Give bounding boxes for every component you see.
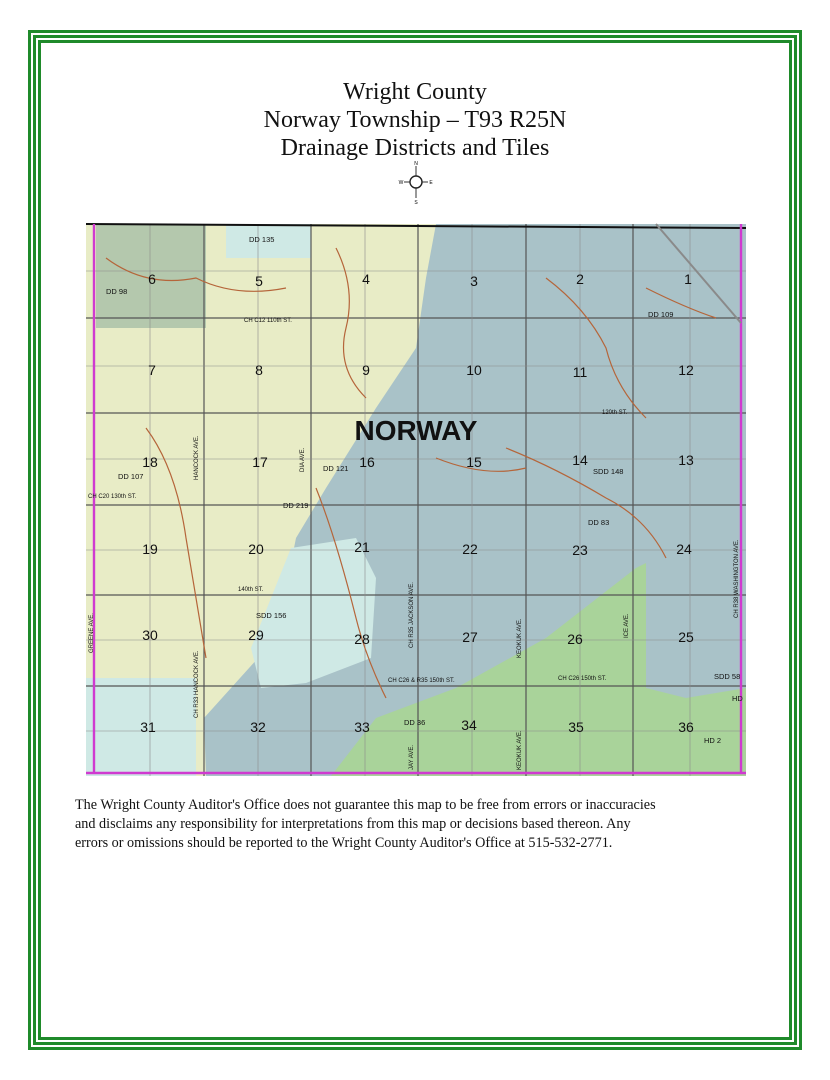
road-label: CH R38 WASHINGTON AVE.: [734, 539, 740, 618]
section-number: 18: [142, 454, 158, 470]
section-number: 32: [250, 719, 266, 735]
section-number: 6: [148, 271, 156, 287]
section-number: 36: [678, 719, 694, 735]
section-number: 33: [354, 719, 370, 735]
compass-e: E: [429, 180, 433, 186]
compass-w: W: [398, 180, 404, 186]
section-number: 34: [461, 717, 477, 733]
road-label: CH R33 HANCOCK AVE.: [194, 650, 200, 718]
section-number: 22: [462, 541, 478, 557]
section-number: 20: [248, 541, 264, 557]
section-number: 10: [466, 362, 482, 378]
section-number: 8: [255, 362, 263, 378]
section-number: 29: [248, 627, 264, 643]
district-label: DD 98: [106, 287, 128, 296]
district-label: DD 219: [283, 501, 309, 510]
section-number: 27: [462, 629, 478, 645]
section-number: 9: [362, 362, 370, 378]
road-label: KEOKUK AVE.: [517, 730, 523, 770]
section-number: 4: [362, 271, 370, 287]
section-number: 25: [678, 629, 694, 645]
north-arrow-icon: [398, 160, 434, 204]
section-number: 26: [567, 631, 583, 647]
section-number: 28: [354, 631, 370, 647]
title-line-county: Wright County: [343, 79, 487, 105]
district-label: DD 121: [323, 464, 349, 473]
title-line-subject: Drainage Districts and Tiles: [280, 135, 550, 161]
compass-n: N: [414, 161, 418, 167]
road-label: KEOKUK AVE.: [517, 618, 523, 658]
district-label: SDD 148: [593, 467, 624, 476]
section-number: 12: [678, 362, 694, 378]
district-label: HD 2: [704, 736, 722, 745]
road-label: CH C26 & R35 150th ST.: [388, 678, 455, 684]
title-line-township: Norway Township – T93 R25N: [263, 107, 567, 133]
district-label: DD 83: [588, 518, 610, 527]
district-label: SDD 58: [714, 672, 741, 681]
road-label: 140th ST.: [238, 587, 264, 593]
disclaimer-text: [75, 796, 765, 853]
disclaimer-line: and disclaims any responsibility for interpretations from this map or decisions based thereon. Any: [75, 816, 631, 832]
road-label: ICE AVE.: [624, 613, 630, 638]
section-number: 16: [359, 454, 375, 470]
road-label: CH R35 JACKSON AVE.: [409, 582, 415, 648]
section-number: 35: [568, 719, 584, 735]
district-label: DD 36: [404, 718, 426, 727]
section-number: 31: [140, 719, 156, 735]
section-number: 21: [354, 539, 370, 555]
section-number: 24: [676, 541, 692, 557]
road-label: DIA AVE.: [300, 447, 306, 472]
section-number: 7: [148, 362, 156, 378]
road-label: JAY AVE.: [409, 744, 415, 770]
disclaimer-line: The Wright County Auditor's Office does not guarantee this map to be free from errors or inaccuracies: [75, 797, 656, 813]
section-number: 5: [255, 273, 263, 289]
compass-s: S: [414, 200, 418, 204]
section-number: 30: [142, 627, 158, 643]
district-label: HD: [732, 694, 743, 703]
road-label: CH C20 130th ST.: [88, 494, 137, 500]
section-number: 15: [466, 454, 482, 470]
section-number: 1: [684, 271, 692, 287]
district-label: DD 107: [118, 472, 144, 481]
section-number: 11: [572, 364, 588, 380]
road-label: 120th ST.: [602, 410, 628, 416]
section-number: 23: [572, 542, 588, 558]
road-label: CH C12 110th ST.: [244, 318, 292, 324]
district-label: DD 135: [249, 235, 275, 244]
road-label: HANCOCK AVE.: [194, 435, 200, 480]
road-label: GREENE AVE.: [89, 613, 95, 653]
township-name-label: NORWAY: [354, 415, 478, 446]
district-label: DD 109: [648, 310, 674, 319]
road-label: CH C26 150th ST.: [558, 676, 607, 682]
map-title: [0, 78, 830, 162]
district-label: SDD 156: [256, 611, 287, 620]
section-number: 17: [252, 454, 268, 470]
section-number: 13: [678, 452, 694, 468]
section-number: 3: [470, 273, 478, 289]
section-number: 19: [142, 541, 158, 557]
township-map: [86, 218, 746, 776]
disclaimer-line: errors or omissions should be reported to the Wright County Auditor's Office at 515-532-2771.: [75, 835, 613, 851]
section-number: 2: [576, 271, 584, 287]
section-number: 14: [572, 452, 588, 468]
